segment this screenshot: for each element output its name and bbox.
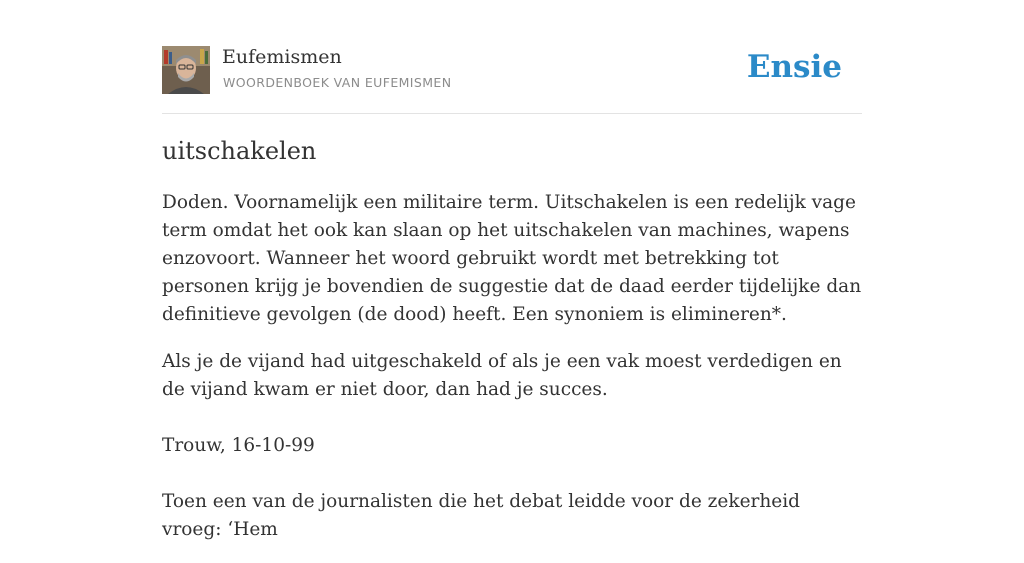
definition-paragraph: Doden. Voornamelijk een militaire term. Uitschakelen is een redelijk vage term omdat het ook kan slaan op het uitschakelen van machines, wapens enzovoort. Wanneer het woord gebruikt wordt met betrekking tot personen krijg je bovendien de suggestie dat de daad eerder tijdelijke dan definitieve gevolgen (de dood) heeft. Een synoniem is elimineren*. <box>162 192 862 325</box>
quote-paragraph: Als je de vijand had uitgeschakeld of als je een vak moest verdedigen en de vijand kwam er niet door, dan had je succes. <box>162 351 842 400</box>
avatar[interactable] <box>162 46 210 94</box>
site-subtitle[interactable]: WOORDENBOEK VAN EUFEMISMEN <box>223 75 452 90</box>
header-divider <box>162 113 862 114</box>
entry-definition <box>162 189 862 563</box>
entry-term: uitschakelen <box>162 137 317 165</box>
brand-logo[interactable]: Ensie <box>746 49 842 85</box>
quote-paragraph: Toen een van de journalisten die het debat leidde voor de zekerheid vroeg: ‘Hem <box>162 491 800 540</box>
site-header <box>162 45 862 97</box>
quote-source: Trouw, 16-10-99 <box>162 435 315 456</box>
site-name[interactable]: Eufemismen <box>222 46 342 68</box>
author-portrait-icon <box>162 46 210 94</box>
